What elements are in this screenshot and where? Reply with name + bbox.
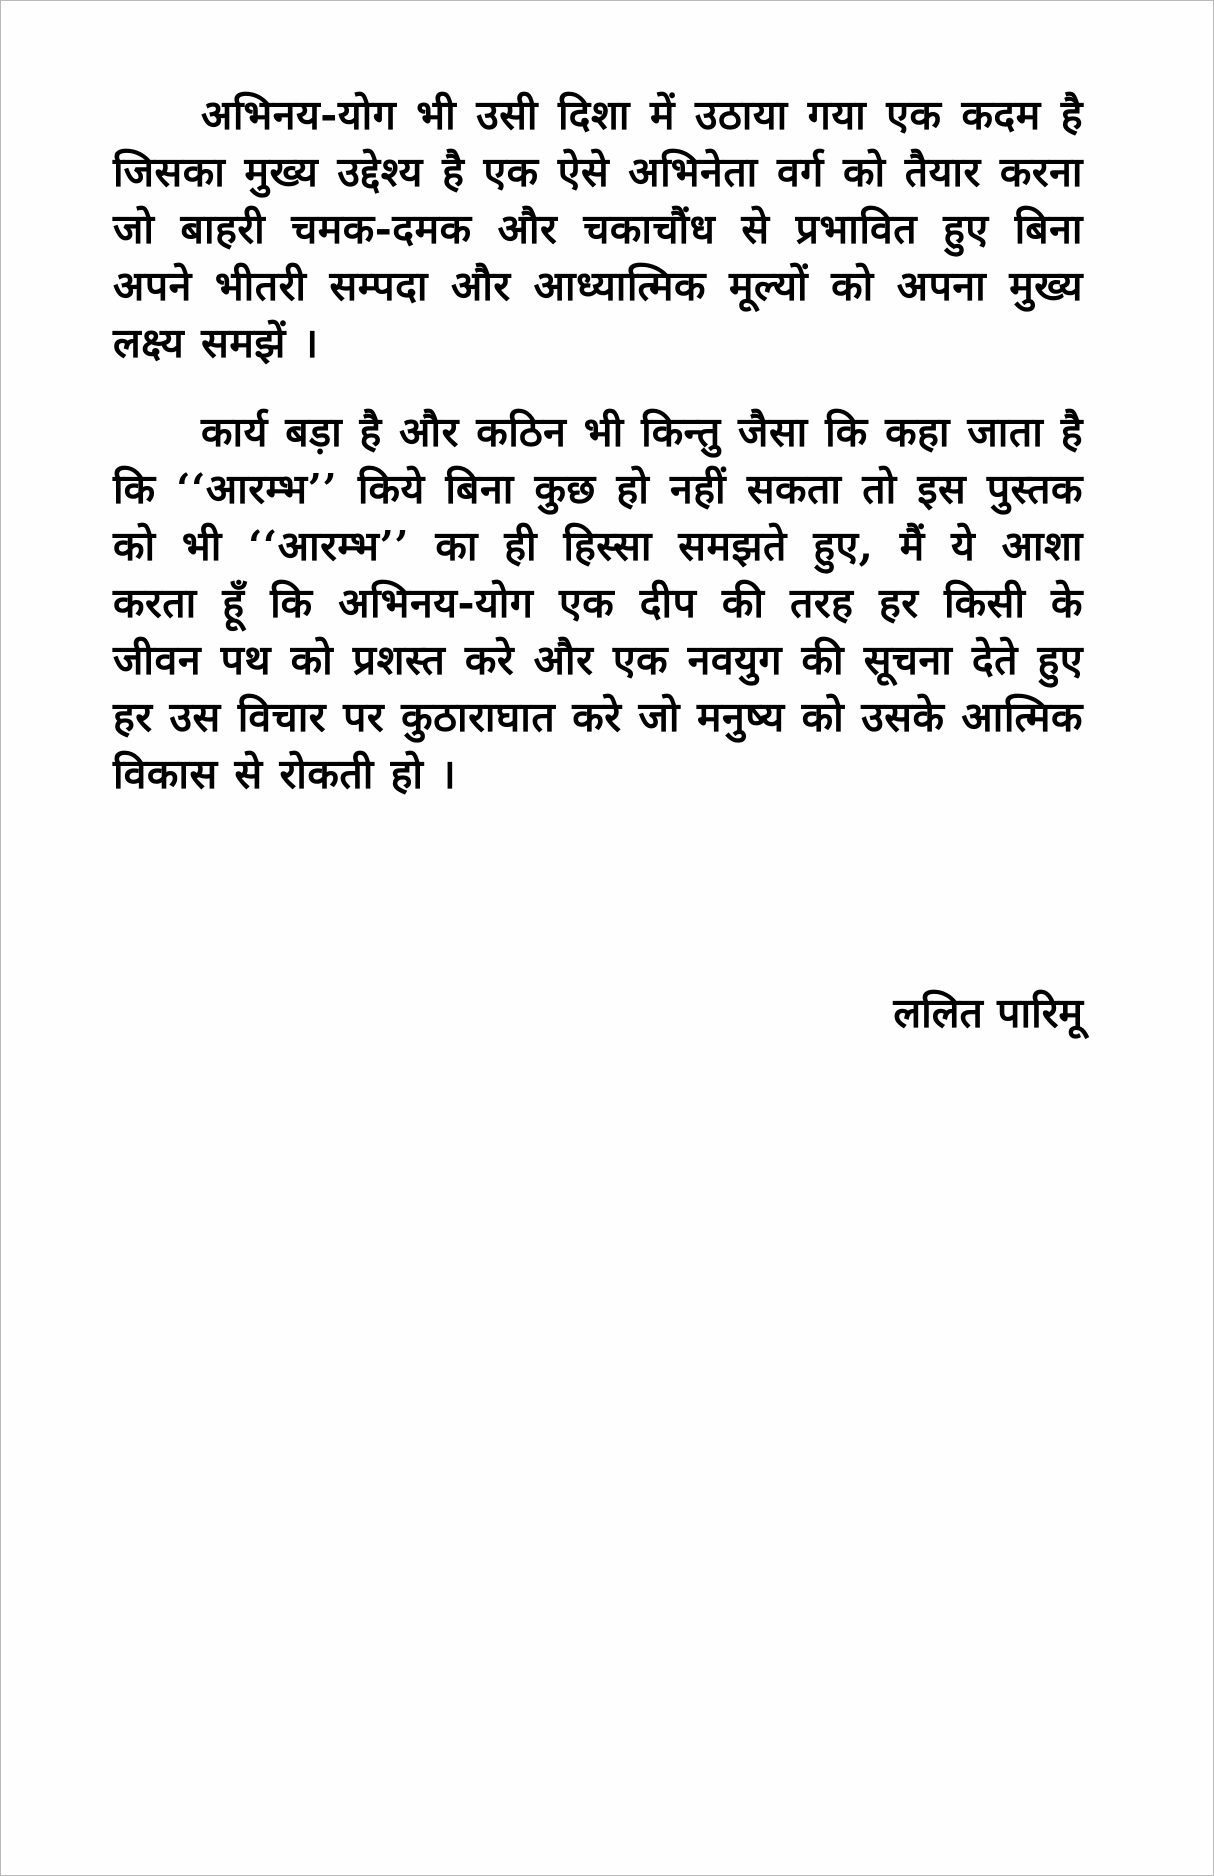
text-block <box>113 87 1083 1042</box>
paragraph-2: कार्य बड़ा है और कठिन भी किन्तु जैसा कि कहा जाता है कि ‘‘आरम्भ’’ किये बिना कुछ हो नहीं सकता तो इस पुस्तक को भी ‘‘आरम्भ’’ का ही हिस्सा समझते हुए, मैं ये आशा करता हूँ कि अभिनय-योग एक दीप की तरह हर किसी के जीवन पथ को प्रशस्त करे और एक नवयुग की सूचना देते हुए हर उस विचार पर कुठाराघात करे जो मनुष्य को उसके आत्मिक विकास से रोकती हो । <box>113 408 1083 798</box>
paragraph-1: अभिनय-योग भी उसी दिशा में उठाया गया एक कदम है जिसका मुख्य उद्देश्य है एक ऐसे अभिनेता वर्ग को तैयार करना जो बाहरी चमक-दमक और चकाचौंध से प्रभावित हुए बिना अपने भीतरी सम्पदा और आध्यात्मिक मूल्यों को अपना मुख्य लक्ष्य समझें । <box>113 91 1083 367</box>
author-signature: ललित पारिमू <box>893 989 1083 1037</box>
